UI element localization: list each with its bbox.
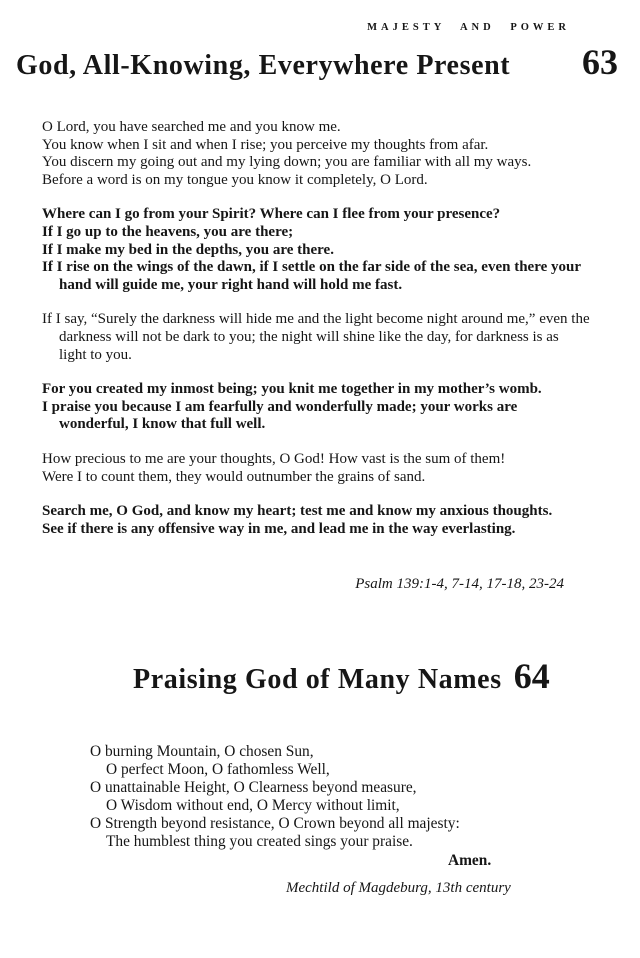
verse-line: You know when I sit and when I rise; you perceive my thoughts from afar. xyxy=(42,136,489,153)
prayer-line: O burning Mountain, O chosen Sun, xyxy=(90,743,314,761)
verse-line: How precious to me are your thoughts, O God! How vast is the sum of them! xyxy=(42,450,506,467)
prayer-line: The humblest thing you created sings your praise. xyxy=(106,833,413,851)
verse-line: If I go up to the heavens, you are there; xyxy=(42,223,294,240)
verse-line: If I say, “Surely the darkness will hide me and the light become night around me,” even the darkness will not be dark to you; the night will shine like the day, for darkness is as light to you. xyxy=(42,311,590,363)
verse-line: Were I to count them, they would outnumber the grains of sand. xyxy=(42,468,426,485)
amen-text: Amen. xyxy=(448,852,492,870)
prayer-line: O perfect Moon, O fathomless Well, xyxy=(106,761,330,779)
stanza-4 xyxy=(42,381,590,434)
stanza-2 xyxy=(42,206,590,294)
hymn64-title: Praising God of Many Names xyxy=(133,664,502,696)
verse-line: O Lord, you have searched me and you know me. xyxy=(42,119,341,135)
stanza-1 xyxy=(42,119,590,189)
verse-line: See if there is any offensive way in me, and lead me in the way everlasting. xyxy=(42,520,516,537)
verse-line: If I rise on the wings of the dawn, if I settle on the far side of the sea, even there your hand will guide me, your right hand will hold me fast. xyxy=(42,259,581,293)
stanza-5 xyxy=(42,451,590,486)
verse-line: You discern my going out and my lying down; you are familiar with all my ways. xyxy=(42,154,532,171)
hymn63-body xyxy=(42,119,590,538)
hymn63-title: God, All-Knowing, Everywhere Present xyxy=(16,50,511,81)
prayer-line: O unattainable Height, O Clearness beyond measure, xyxy=(90,779,417,797)
verse-line: If I make my bed in the depths, you are there. xyxy=(42,241,334,258)
hymn64-attribution: Mechtild of Magdeburg, 13th century xyxy=(286,880,511,897)
hymn63-number: 63 xyxy=(582,42,618,82)
prayer-line: O Strength beyond resistance, O Crown beyond all majesty: xyxy=(90,815,460,833)
verse-line: For you created my inmost being; you knit me together in my mother’s womb. xyxy=(42,381,542,398)
stanza-3 xyxy=(42,311,590,364)
stanza-6 xyxy=(42,503,590,538)
hymn64-body xyxy=(90,743,600,897)
verse-line: I praise you because I am fearfully and wonderfully made; your works are wonderful, I know that full well. xyxy=(42,398,518,433)
section-running-head: MAJESTY AND POWER xyxy=(367,22,570,33)
hymnal-page xyxy=(0,22,640,958)
hymn63-title-row xyxy=(16,41,618,83)
prayer-line: O Wisdom without end, O Mercy without limit, xyxy=(106,797,400,815)
verse-line: Where can I go from your Spirit? Where can I flee from your presence? xyxy=(42,206,501,223)
hymn63-attribution: Psalm 139:1-4, 7-14, 17-18, 23-24 xyxy=(355,576,564,593)
verse-line: Before a word is on my tongue you know it completely, O Lord. xyxy=(42,171,428,188)
hymn64-number: 64 xyxy=(513,656,550,697)
verse-line: Search me, O God, and know my heart; test me and know my anxious thoughts. xyxy=(42,503,553,520)
hymn64-title-row xyxy=(133,655,640,697)
